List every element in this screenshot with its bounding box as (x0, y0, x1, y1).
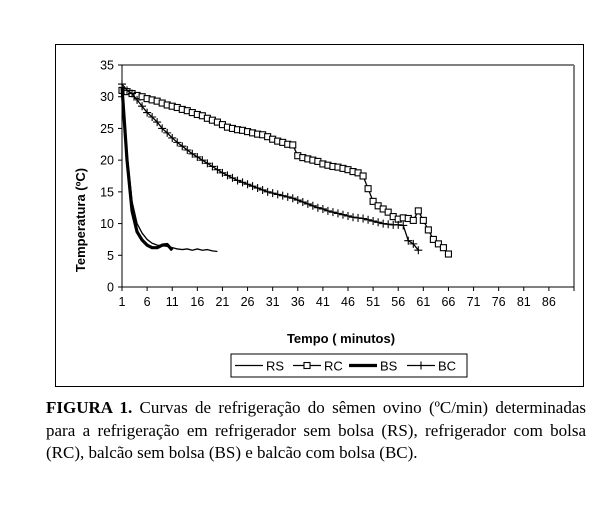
data-point-bc (359, 214, 367, 222)
y-axis-title: Temperatura (ºC) (73, 167, 88, 273)
data-point-bc (279, 192, 287, 200)
data-point-bc (304, 200, 312, 208)
data-point-bc (309, 202, 317, 210)
y-tick-label: 10 (100, 217, 114, 232)
x-tick-label: 71 (466, 295, 481, 309)
x-tick-label: 11 (165, 295, 179, 309)
data-point-rc (415, 208, 421, 214)
data-point-bc (284, 193, 292, 201)
y-tick-label: 35 (100, 58, 114, 73)
y-tick-label: 15 (100, 185, 114, 200)
data-point-bc (354, 214, 362, 222)
chart (56, 45, 583, 386)
axes (100, 59, 574, 310)
data-point-rc (425, 227, 431, 233)
data-point-bc (274, 190, 282, 198)
x-tick-label: 6 (143, 295, 151, 309)
x-tick-label: 46 (341, 295, 355, 309)
y-tick-label: 30 (100, 90, 114, 105)
legend-label-bc: BC (438, 358, 457, 374)
data-point-bc (249, 182, 257, 190)
data-point-rc (360, 173, 366, 179)
y-tick-label: 5 (107, 248, 114, 263)
data-point-bc (349, 213, 357, 221)
data-point-bc (379, 220, 387, 228)
x-tick-label: 36 (290, 295, 305, 309)
legend-label-rc: RC (324, 358, 343, 374)
x-tick-label: 51 (366, 295, 381, 309)
data-point-rc (440, 245, 446, 251)
series-layer (118, 80, 451, 257)
x-tick-label: 1 (118, 295, 126, 309)
x-tick-label: 61 (416, 295, 431, 309)
chart-frame (55, 44, 584, 387)
data-point-bc (264, 188, 272, 196)
data-point-bc (299, 198, 307, 206)
data-point-bc (384, 220, 392, 228)
data-point-bc (374, 218, 382, 226)
x-tick-label: 21 (215, 295, 230, 309)
data-point-bc (254, 184, 262, 192)
data-point-bc (364, 216, 372, 224)
legend-marker-rc (304, 363, 310, 369)
legend (231, 354, 467, 377)
caption-label: FIGURA 1. (46, 398, 133, 417)
data-point-bc (369, 217, 377, 225)
x-tick-label: 16 (190, 295, 205, 309)
data-point-rc (445, 251, 451, 257)
x-tick-label: 56 (391, 295, 406, 309)
caption-text: Curvas de refrigeração do sêmen ovino (ºC/min) determinadas para a refrigeração em refrigerador sem bolsa (RS), refrigerador com bolsa (RC), balcão sem bolsa (BS) e balcão com bolsa (BC). (46, 398, 586, 463)
data-point-bc (344, 212, 352, 220)
data-point-bc (244, 180, 252, 188)
x-tick-label: 76 (491, 295, 506, 309)
data-point-rc (290, 142, 296, 148)
data-point-bc (334, 209, 342, 217)
x-tick-label: 81 (516, 295, 531, 309)
data-point-rc (410, 217, 416, 223)
data-point-bc (339, 211, 347, 219)
data-point-rc (365, 186, 371, 192)
data-point-rc (420, 217, 426, 223)
data-point-bc (314, 204, 322, 212)
legend-label-bs: BS (380, 358, 398, 374)
x-tick-label: 66 (441, 295, 456, 309)
legend-label-rs: RS (266, 358, 285, 374)
series-line-rc (122, 90, 448, 254)
data-point-bc (329, 208, 337, 216)
y-tick-label: 25 (100, 121, 114, 136)
data-point-bc (269, 189, 277, 197)
figure-caption (46, 397, 586, 465)
data-point-bc (259, 186, 267, 194)
series-rc (119, 87, 451, 257)
x-axis-title: Tempo ( minutos) (286, 331, 396, 346)
y-tick-label: 0 (107, 280, 114, 295)
x-tick-label: 26 (240, 295, 255, 309)
x-tick-label: 86 (541, 295, 556, 309)
x-tick-label: 41 (315, 295, 330, 309)
series-line-bc (122, 84, 418, 250)
data-point-bc (324, 207, 332, 215)
data-point-bc (239, 178, 247, 186)
data-point-bc (289, 194, 297, 202)
x-tick-label: 31 (265, 295, 280, 309)
y-tick-label: 20 (100, 153, 114, 168)
data-point-bc (294, 196, 302, 204)
data-point-bc (319, 205, 327, 213)
